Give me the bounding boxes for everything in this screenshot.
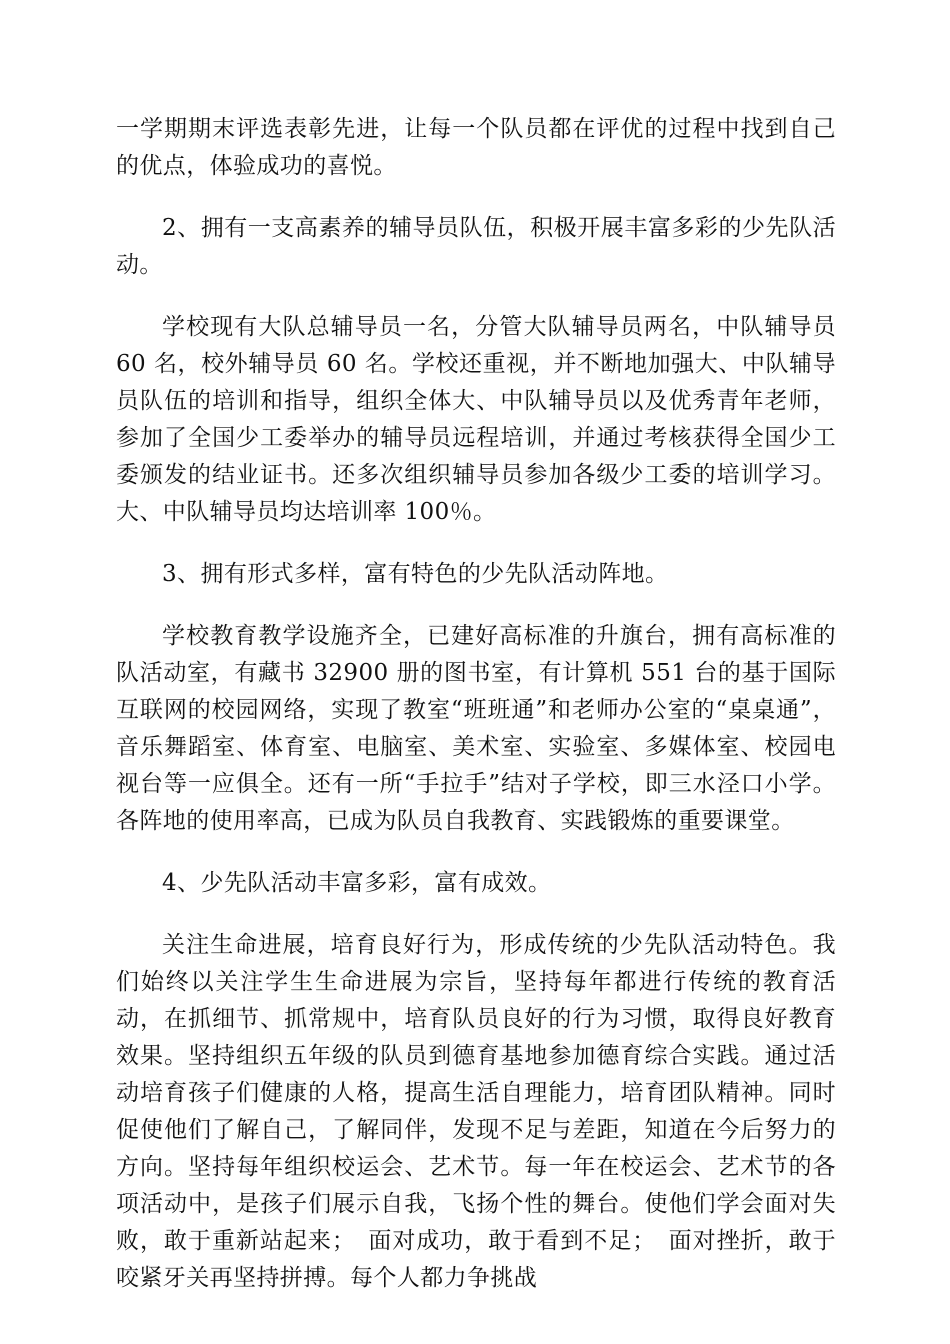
document-body — [116, 111, 836, 1322]
paragraph-heading-2: 2、拥有一支高素养的辅导员队伍，积极开展丰富多彩的少先队活动。 — [116, 215, 836, 278]
paragraph-continuation: 一学期期末评选表彰先进，让每一个队员都在评优的过程中找到自己的优点，体验成功的喜悦。 — [116, 116, 836, 179]
paragraph-counselors: 学校现有大队总辅导员一名，分管大队辅导员两名，中队辅导员 60 名，校外辅导员 60 名。学校还重视，并不断地加强大、中队辅导员队伍的培训和指导，组织全体大、中队辅导员以及优秀青年老师，参加了全国少工委举办的辅导员远程培训，并通过考核获得全国少工委颁发的结业证书。还多次组织辅导员参加各级少工委的培训学习。大、中队辅导员均达培训率 100％。 — [116, 314, 836, 525]
paragraph-heading-4: 4、少先队活动丰富多彩，富有成效。 — [162, 870, 552, 896]
paragraph-heading-3: 3、拥有形式多样，富有特色的少先队活动阵地。 — [162, 561, 669, 587]
paragraph-facilities: 学校教育教学设施齐全，已建好高标准的升旗台，拥有高标准的队活动室，有藏书 32900 册的图书室，有计算机 551 台的基于国际互联网的校园网络，实现了教室“班班通”和老师办公室的“桌桌通”，音乐舞蹈室、体育室、电脑室、美术室、实验室、多媒体室、校园电视台等一应俱全。还有一所“手拉手”结对子学校，即三水泾口小学。各阵地的使用率高，已成为队员自我教育、实践锻炼的重要课堂。 — [116, 623, 836, 834]
paragraph-activities: 关注生命进展，培育良好行为，形成传统的少先队活动特色。我们始终以关注学生生命进展为宗旨，坚持每年都进行传统的教育活动，在抓细节、抓常规中，培育队员良好的行为习惯，取得良好教育效果。坚持组织五年级的队员到德育基地参加德育综合实践。通过活动培育孩子们健康的人格，提高生活自理能力，培育团队精神。同时促使他们了解自己，了解同伴，发现不足与差距，知道在今后努力的方向。坚持每年组织校运会、艺术节。每一年在校运会、艺术节的各项活动中，是孩子们展示自我，飞扬个性的舞台。使他们学会面对失败，敢于重新站起来； 面对成功，敢于看到不足； 面对挫折，敢于咬紧牙关再坚持拼搏。每个人都力争挑战 — [116, 932, 836, 1291]
